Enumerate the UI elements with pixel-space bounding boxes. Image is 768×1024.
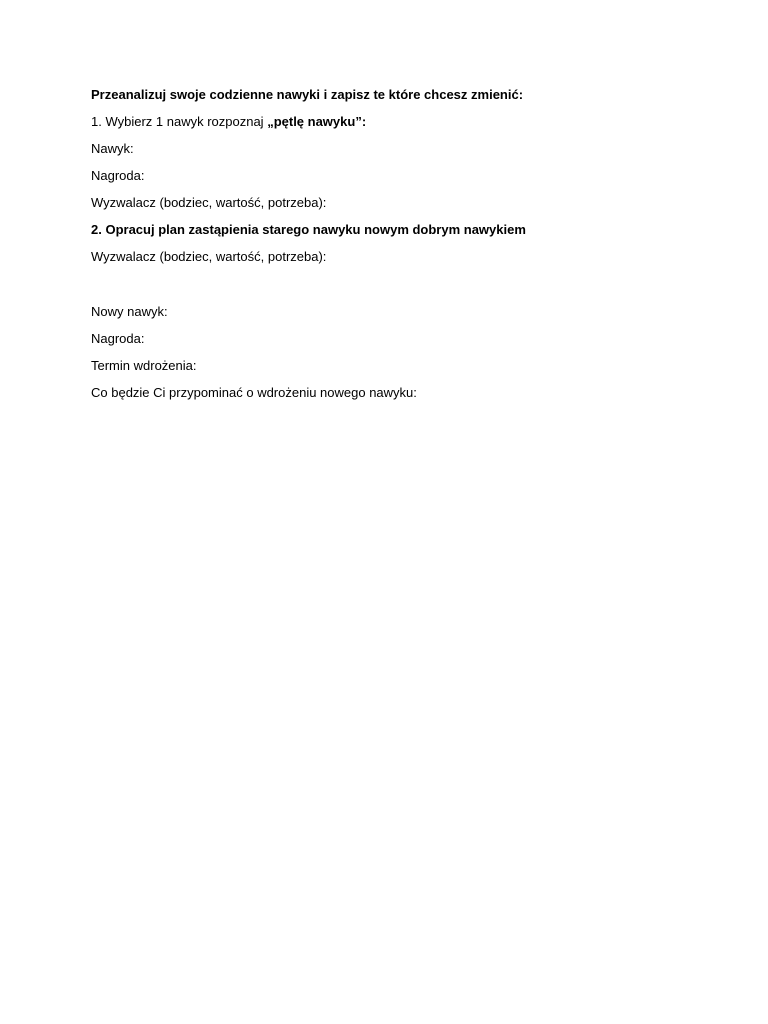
blank-line (91, 275, 691, 303)
habit-label: Nawyk: (91, 141, 134, 156)
new-habit-label: Nowy nawyk: (91, 304, 168, 319)
step-1-emphasis: „pętlę nawyku”: (267, 114, 367, 129)
step-1-text: 1. Wybierz 1 nawyk rozpoznaj (91, 114, 268, 129)
deadline-label: Termin wdrożenia: (91, 358, 197, 373)
step-1-line (91, 113, 691, 130)
document-page (91, 86, 691, 411)
reminder-label: Co będzie Ci przypominać o wdrożeniu nowego nawyku: (91, 385, 417, 400)
trigger-label-2: Wyzwalacz (bodziec, wartość, potrzeba): (91, 249, 327, 264)
reward-label-2: Nagroda: (91, 331, 145, 346)
document-heading: Przeanalizuj swoje codzienne nawyki i zapisz te które chcesz zmienić: (91, 87, 524, 102)
reward-label: Nagroda: (91, 168, 145, 183)
trigger-label: Wyzwalacz (bodziec, wartość, potrzeba): (91, 195, 327, 210)
step-2-heading: 2. Opracuj plan zastąpienia starego nawyku nowym dobrym nawykiem (91, 222, 526, 237)
